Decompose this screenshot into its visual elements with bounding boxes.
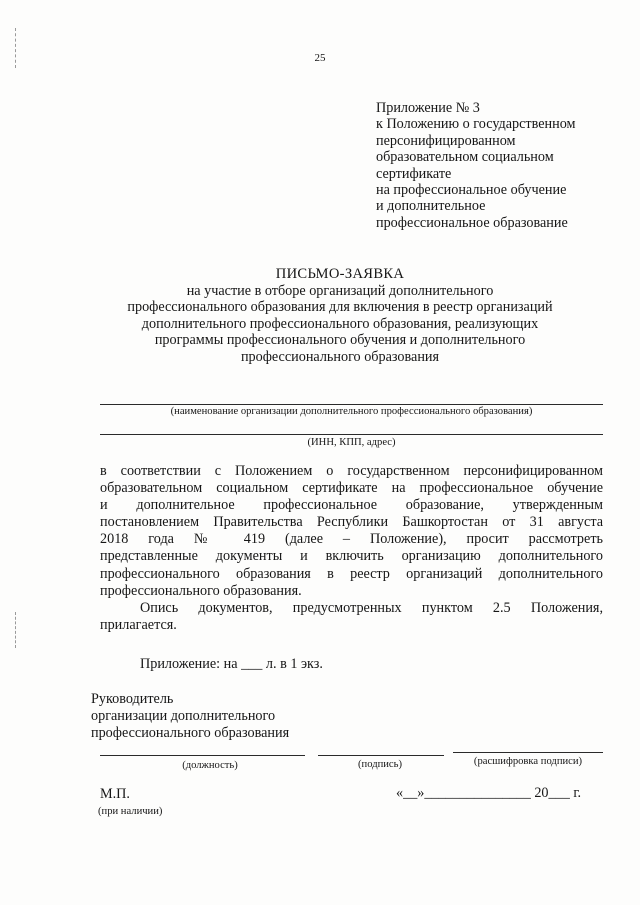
- appendix-line: к Положению о государственном: [376, 116, 576, 133]
- body-text: [100, 463, 603, 634]
- signatory-line: организации дополнительного: [91, 707, 276, 724]
- appendix-line: образовательном социальном: [376, 149, 554, 166]
- decode-line: [453, 752, 603, 753]
- title-line: профессионального образования: [240, 348, 440, 365]
- org-name-caption: (наименование организации дополнительного профессионального образования): [170, 406, 533, 417]
- body-line: образовательном социальном сертификате на профессиональное обучение: [100, 480, 603, 497]
- page-number: 25: [314, 52, 326, 64]
- signatory-line: профессионального образования: [91, 724, 290, 741]
- stamp-note: (при наличии): [98, 806, 163, 817]
- decode-caption: (расшифровка подписи): [473, 756, 583, 767]
- title-block: [80, 266, 600, 366]
- date-line: «__»_______________ 20___ г.: [396, 785, 582, 801]
- margin-mark: [15, 612, 17, 648]
- title-line: на участие в отборе организаций дополнительного: [186, 282, 494, 299]
- appendix-line: Приложение № 3: [376, 100, 480, 116]
- position-caption: (должность): [182, 760, 238, 771]
- appendix-line: профессиональное образование: [376, 214, 568, 231]
- title-line: дополнительного профессионального образования, реализующих: [141, 315, 539, 332]
- stamp-label: М.П.: [100, 786, 130, 802]
- title-line: программы профессионального обучения и дополнительного: [154, 332, 526, 349]
- body-line: профессионального образования в реестр организаций дополнительного: [100, 565, 603, 582]
- appendix-line: на профессиональное обучение: [376, 182, 567, 199]
- inn-caption: (ИНН, КПП, адрес): [307, 437, 396, 448]
- body-line: профессионального образования.: [100, 582, 302, 599]
- signatory-block: [91, 691, 289, 742]
- appendix-block: [376, 100, 576, 231]
- body-line: постановлением Правительства Республики Башкортостан от 31 августа: [100, 514, 603, 531]
- signatory-line: Руководитель: [91, 691, 174, 707]
- appendix-line: персонифицированном: [376, 132, 516, 149]
- attachment-line: Приложение: на ___ л. в 1 экз.: [140, 656, 323, 672]
- body-line: Опись документов, предусмотренных пунктом 2.5 Положения,: [140, 599, 603, 616]
- appendix-line: и дополнительное: [376, 198, 486, 215]
- title-line: профессионального образования для включения в реестр организаций: [127, 299, 553, 316]
- body-line: 2018 года № 419 (далее – Положение), просит рассмотреть: [100, 531, 603, 548]
- position-line: [100, 755, 305, 756]
- org-name-line: [100, 404, 603, 405]
- body-line: в соответствии с Положением о государственном персонифицированном: [100, 463, 603, 479]
- body-line: и дополнительное профессиональное образование, утвержденным: [100, 497, 603, 514]
- signature-line: [318, 755, 444, 756]
- signature-caption: (подпись): [358, 759, 402, 770]
- document-title: ПИСЬМО-ЗАЯВКА: [275, 266, 405, 282]
- inn-line: [100, 434, 603, 435]
- body-line: прилагается.: [100, 616, 177, 633]
- appendix-line: сертификате: [376, 165, 452, 182]
- body-line: представленные документы и включить организацию дополнительного: [100, 548, 603, 565]
